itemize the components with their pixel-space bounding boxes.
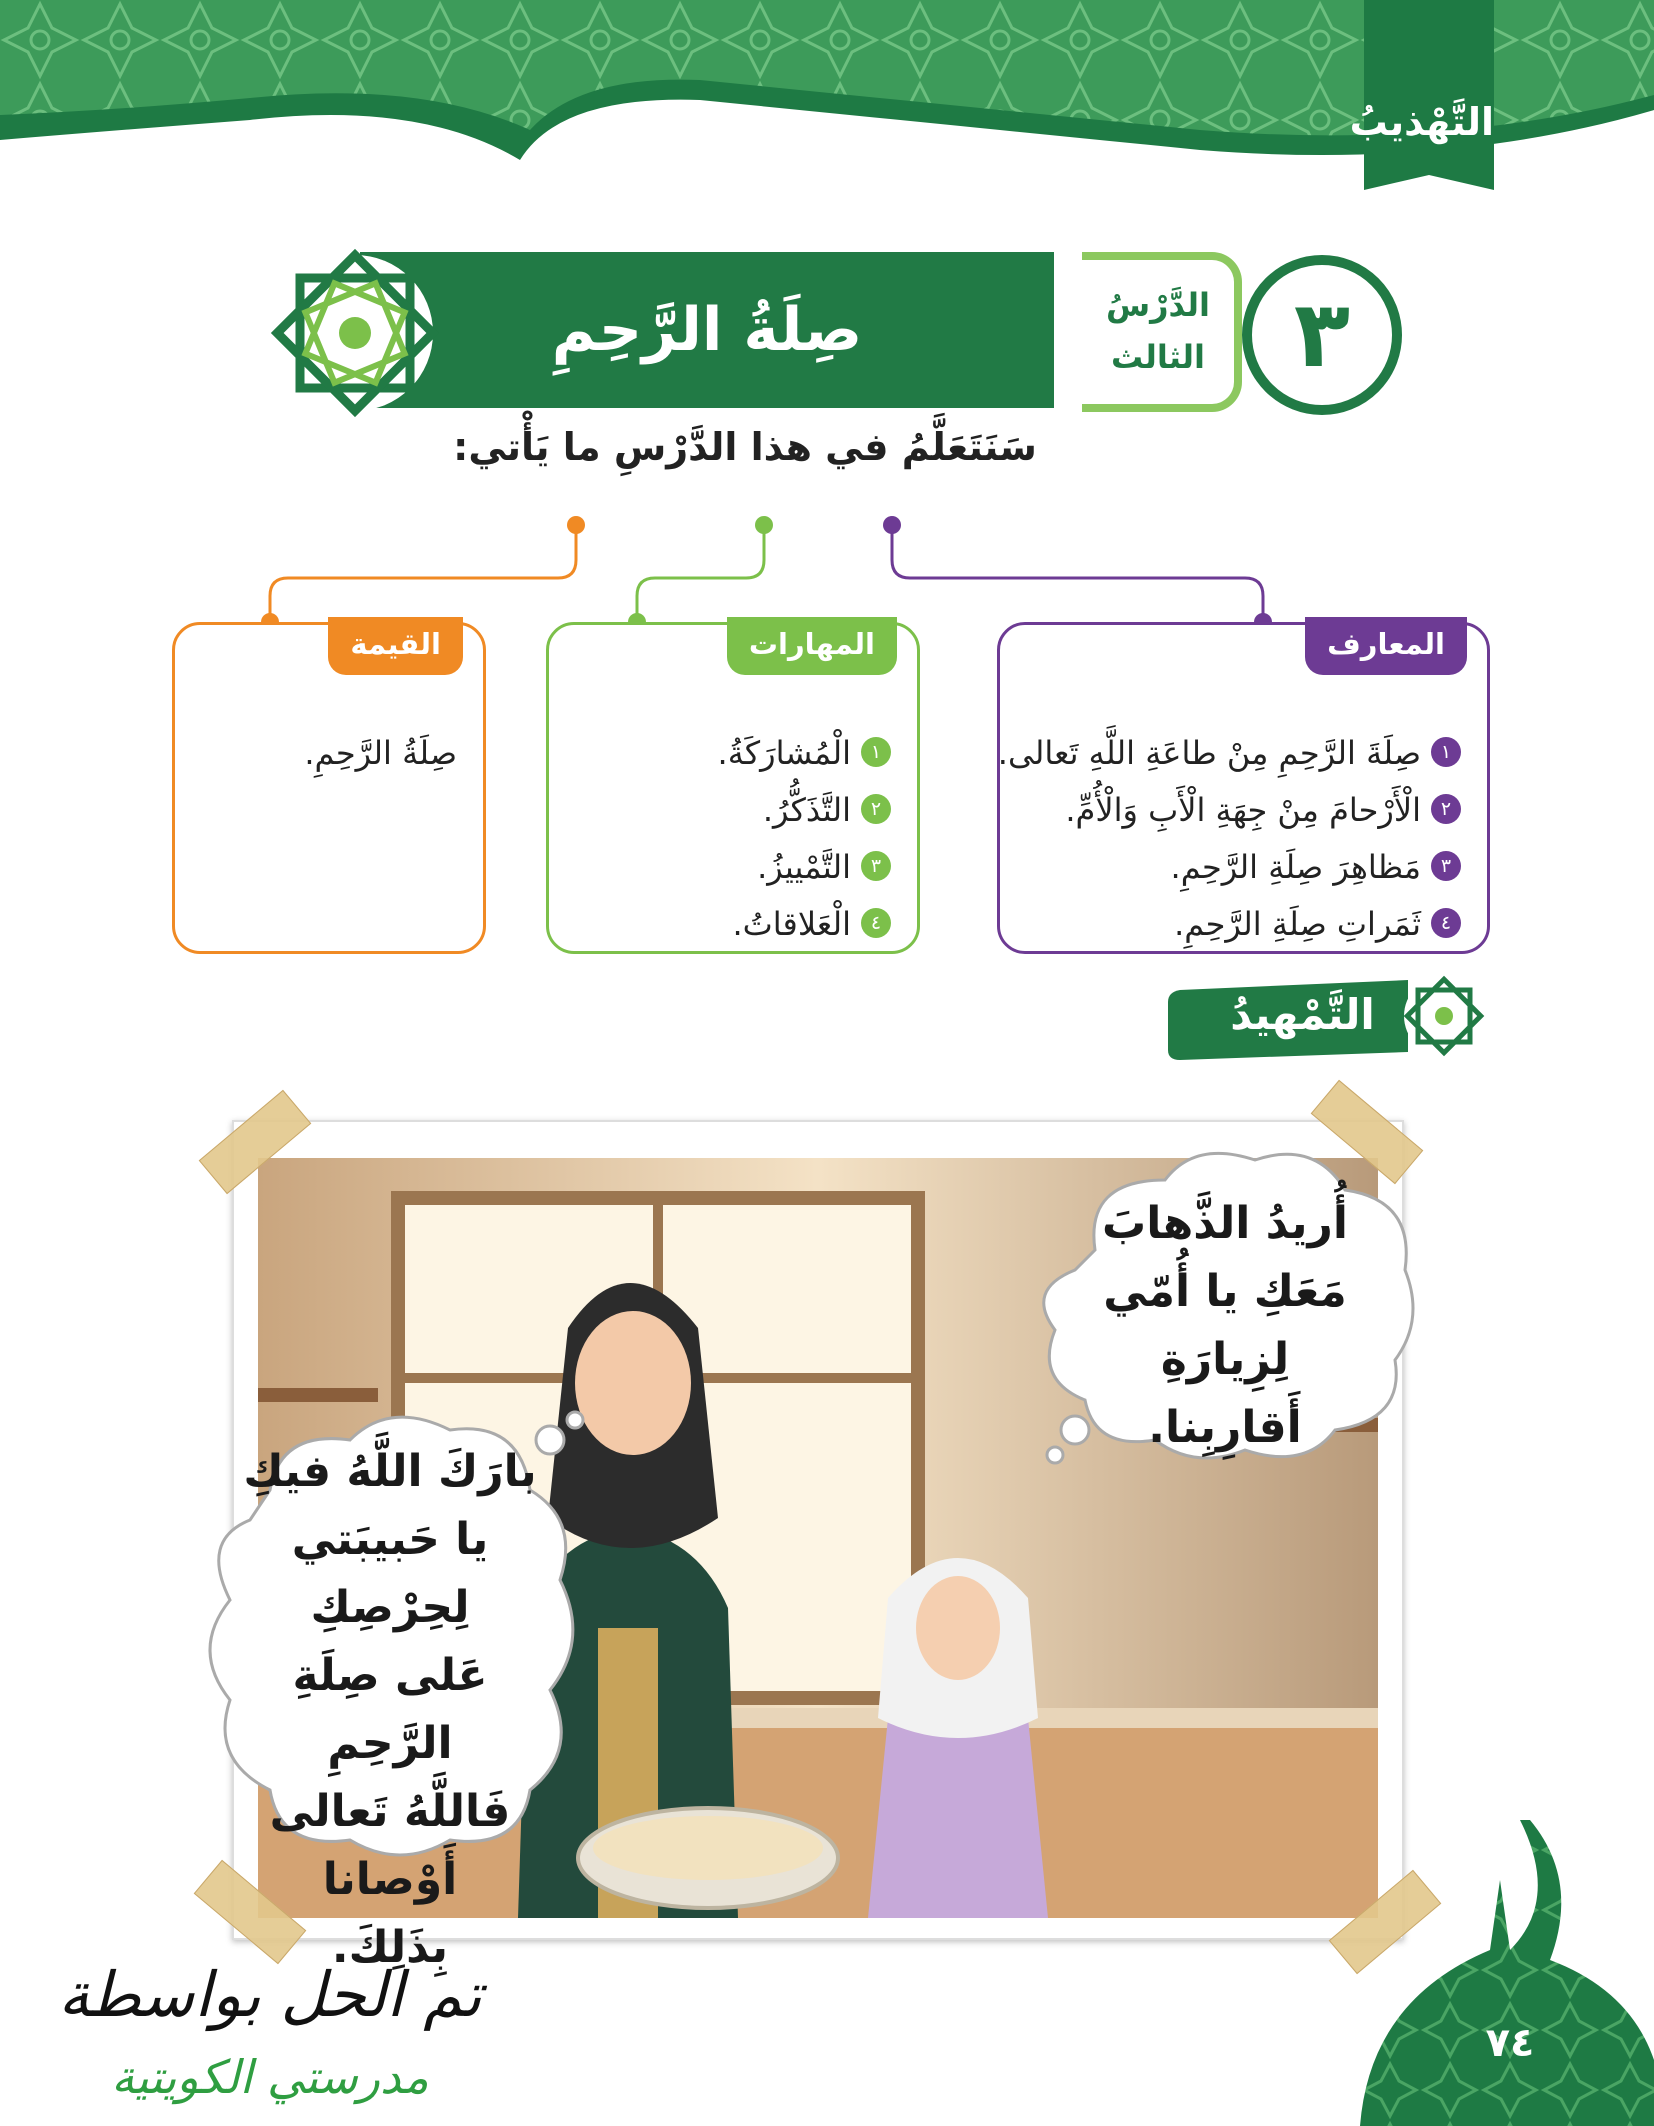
signature-line2: مدرستي الكويتية	[111, 2050, 429, 2104]
item-text: مَظاهِرَ صِلَةِ الرَّحِمِ.	[1170, 848, 1421, 886]
speech-line: بِذَلِكَ.	[331, 1922, 449, 1973]
item-number: ٣	[1431, 851, 1461, 881]
skills-heading: المهارات	[727, 617, 897, 675]
knowledge-list	[997, 725, 1461, 953]
speech-line: أُريدُ الذَّهابَ	[1102, 1198, 1348, 1249]
value-box	[172, 622, 486, 954]
lesson-number: ٣	[1242, 255, 1402, 415]
knowledge-box	[997, 622, 1490, 954]
list-item	[569, 782, 891, 839]
speech-line: عَلى صِلَةِ الرَّحِمِ	[292, 1650, 488, 1769]
item-text: صِلَةَ الرَّحِمِ مِنْ طاعَةِ اللَّهِ تَعالى.	[997, 734, 1421, 772]
list-item	[1020, 896, 1461, 953]
item-text: الْعَلاقاتُ.	[732, 905, 851, 943]
lesson-label-line1: الدَّرْسُ	[1105, 286, 1211, 324]
knowledge-heading: المعارف	[1305, 617, 1467, 675]
skills-box	[546, 622, 920, 954]
intro-line: سَنَتَعَلَّمُ في هذا الدَّرْسِ ما يَأْتي:	[453, 425, 1037, 469]
speech-line: فَاللَّهُ تَعالى أَوْصانا	[269, 1786, 511, 1905]
list-item	[997, 725, 1461, 782]
item-text: التَّذَكُّرُ.	[762, 791, 851, 829]
list-item	[1020, 839, 1461, 896]
lesson-title: صِلَةُ الرَّحِمِ	[551, 295, 863, 365]
item-text: ثَمَراتِ صِلَةِ الرَّحِمِ.	[1174, 905, 1421, 943]
item-number: ٤	[1431, 908, 1461, 938]
speech-line: أَقارِبِنا.	[1148, 1402, 1302, 1453]
item-number: ١	[1431, 737, 1461, 767]
item-number: ١	[861, 737, 891, 767]
speech-line: يا حَبيبَتي لِحِرْصِكِ	[291, 1514, 489, 1633]
item-text: الْأَرْحامَ مِنْ جِهَةِ الْأَبِ وَالْأُمِّ.	[1065, 791, 1421, 829]
item-text: التَّمْييزُ.	[757, 848, 851, 886]
mother-speech-text	[225, 1438, 555, 1982]
item-number: ٣	[861, 851, 891, 881]
rosette-ornament-icon	[270, 248, 440, 418]
signature-line1: تم الحل بواسطة	[58, 1958, 482, 2031]
lesson-label-line2: الثالث	[1111, 338, 1205, 376]
item-number: ٢	[861, 794, 891, 824]
list-item	[1020, 782, 1461, 839]
skills-list	[569, 725, 891, 953]
list-item	[569, 839, 891, 896]
value-heading: القيمة	[328, 617, 463, 675]
page-number: ٧٤	[1485, 2020, 1535, 2066]
item-number: ٢	[1431, 794, 1461, 824]
intro-heading: التَّمْهيدُ	[1230, 990, 1375, 1039]
value-text: صِلَةُ الرَّحِمِ.	[304, 734, 457, 772]
item-text: الْمُشارَكَةُ.	[717, 734, 851, 772]
list-item	[569, 725, 891, 782]
subject-title: التَّهْذيبُ	[1349, 100, 1494, 144]
list-item	[569, 896, 891, 953]
speech-line: بارَكَ اللَّهُ فيكِ	[243, 1446, 537, 1497]
footer-dome-ornament	[1360, 1820, 1654, 2126]
speech-line: مَعَكِ يا أُمّي لِزِيارَةِ	[1103, 1266, 1347, 1385]
girl-speech-text	[1075, 1190, 1375, 1462]
lesson-label-box	[1082, 252, 1242, 412]
item-number: ٤	[861, 908, 891, 938]
value-list	[195, 725, 457, 782]
